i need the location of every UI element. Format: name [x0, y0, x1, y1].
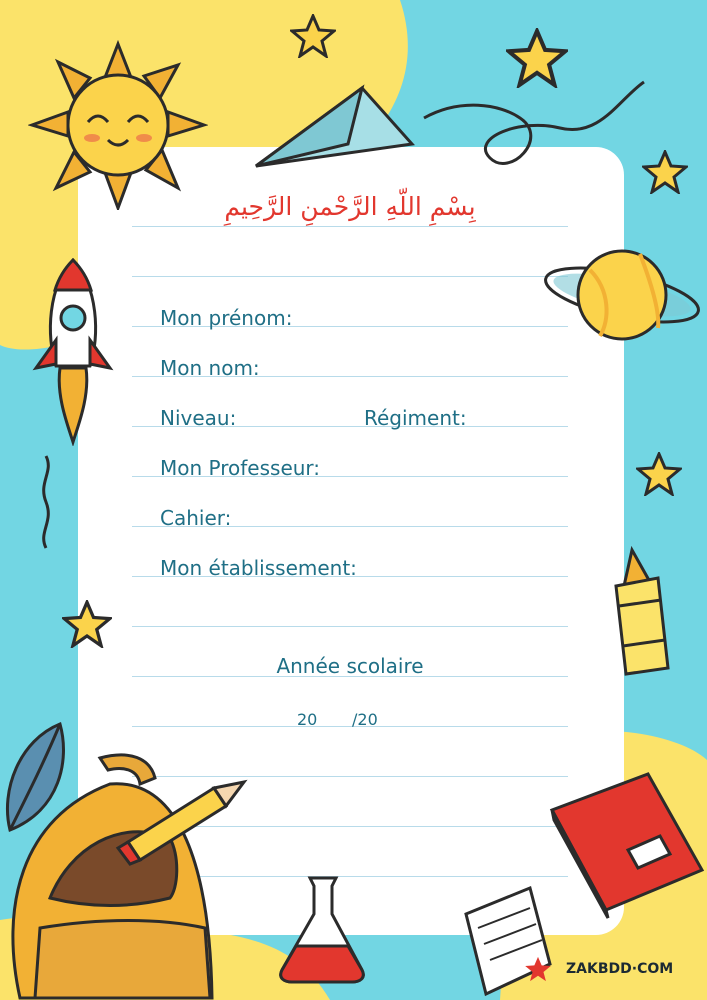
field-etablissement: Mon établissement: [160, 556, 357, 580]
field-prenom: Mon prénom: [160, 306, 293, 330]
annee-scolaire-label: Année scolaire [276, 654, 424, 678]
paper-plane-icon [252, 84, 418, 174]
pencil-icon [114, 778, 248, 866]
star-icon [62, 600, 112, 648]
year-start: 20 [297, 710, 318, 729]
star-icon [290, 14, 336, 58]
squiggle-decoration [34, 452, 58, 552]
star-icon [636, 452, 682, 496]
year-end: /20 [352, 710, 378, 729]
basmala: بِسْمِ اللّهِ الرَّحْمنِ الرَّحِيمِ [224, 192, 476, 221]
flask-icon [274, 874, 370, 986]
logo-star-icon [524, 955, 552, 983]
ruled-line [132, 226, 568, 227]
field-cahier: Cahier: [160, 506, 232, 530]
field-regiment: Régiment: [364, 406, 467, 430]
star-icon [642, 150, 688, 194]
swirl-decoration [420, 78, 650, 183]
sun-icon [28, 40, 208, 210]
field-professeur: Mon Professeur: [160, 456, 321, 480]
brand-logo: ZAKBDD·COM [566, 961, 674, 977]
field-nom: Mon nom: [160, 356, 260, 380]
ruled-line [132, 726, 568, 727]
star-icon [506, 28, 568, 88]
rocket-icon [28, 256, 118, 446]
book-icon [548, 770, 706, 920]
field-niveau: Niveau: [160, 406, 237, 430]
crayon-icon [606, 546, 674, 678]
planet-icon [540, 240, 705, 350]
ruled-line [132, 626, 568, 627]
ruled-line [132, 276, 568, 277]
